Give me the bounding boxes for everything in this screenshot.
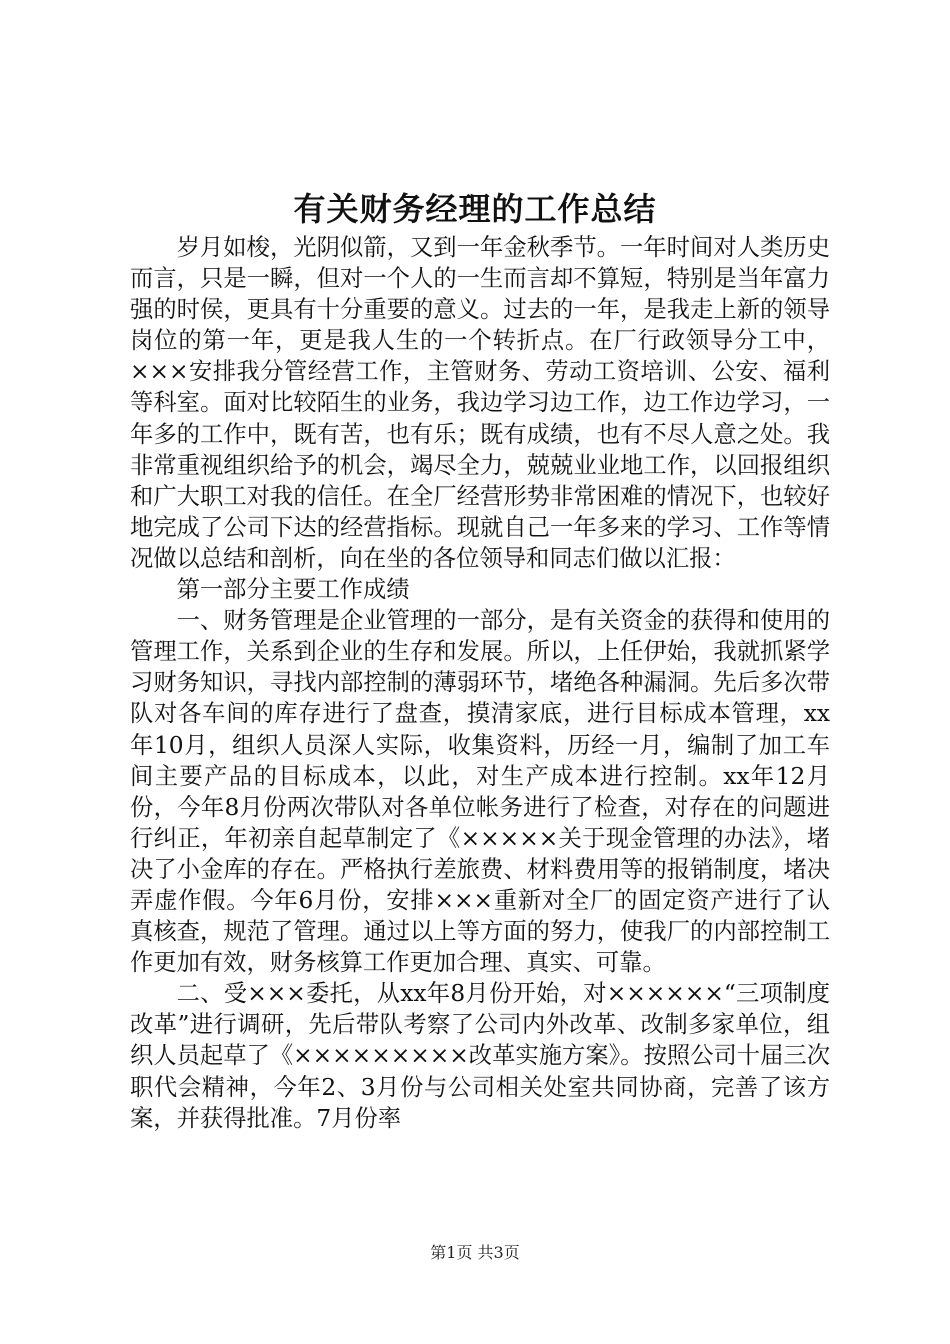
document-title: 有关财务经理的工作总结	[293, 190, 657, 228]
paragraph-intro: 岁月如梭，光阴似箭，又到一年金秋季节。一年时间对人类历史而言，只是一瞬，但对一个人的一生而言却不算短，特别是当年富力强的时侯，更具有十分重要的意义。过去的一年，是我走上新的领导岗位的第一年，更是我人生的一个转折点。在厂行政领导分工中，×××安排我分管经营工作，主管财务、劳动工资培训、公安、福利等科室。面对比较陌生的业务，我边学习边工作，边工作边学习，一年多的工作中，既有苦，也有乐；既有成绩，也有不尽人意之处。我非常重视组织给予的机会，竭尽全力，兢兢业业地工作，以回报组织和广大职工对我的信任。在全厂经营形势非常困难的情况下，也较好地完成了公司下达的经营指标。现就自己一年多来的学习、工作等情况做以总结和剖析，向在坐的各位领导和同志们做以汇报：	[130, 234, 830, 572]
paragraph-financial-management: 一、财务管理是企业管理的一部分，是有关资金的获得和使用的管理工作，关系到企业的生存和发展。所以，上任伊始，我就抓紧学习财务知识，寻找内部控制的薄弱环节，堵绝各种漏洞。先后多次带队对各车间的库存进行了盘查，摸清家底，进行目标成本管理，xx年10月，组织人员深人实际，收集资料，历经一月，编制了加工车间主要产品的目标成本，以此，对生产成本进行控制。xx年12月份，今年8月份两次带队对各单位帐务进行了检查，对存在的问题进行纠正，年初亲自起草制定了《×××××关于现金管理的办法》，堵决了小金库的存在。严格执行差旅费、材料费用等的报销制度，堵决弄虚作假。今年6月份，安排×××重新对全厂的固定资产进行了认真核查，规范了管理。通过以上等方面的努力，使我厂的内部控制工作更加有效，财务核算工作更加合理、真实、可靠。	[130, 607, 830, 977]
document-body	[130, 232, 830, 1134]
page-number-footer: 第1页 共3页	[430, 1243, 520, 1262]
section-heading: 第一部分主要工作成绩	[176, 576, 410, 604]
paragraph-reform: 二、受×××委托，从xx年8月份开始，对××××××“三项制度改革”进行调研，先后带队考察了公司内外改革、改制多家单位，组织人员起草了《×××××××××改革实施方案》。按照公司十届三次职代会精神，今年2、3月份与公司相关处室共同协商，完善了该方案，并获得批准。7月份率	[130, 980, 830, 1132]
